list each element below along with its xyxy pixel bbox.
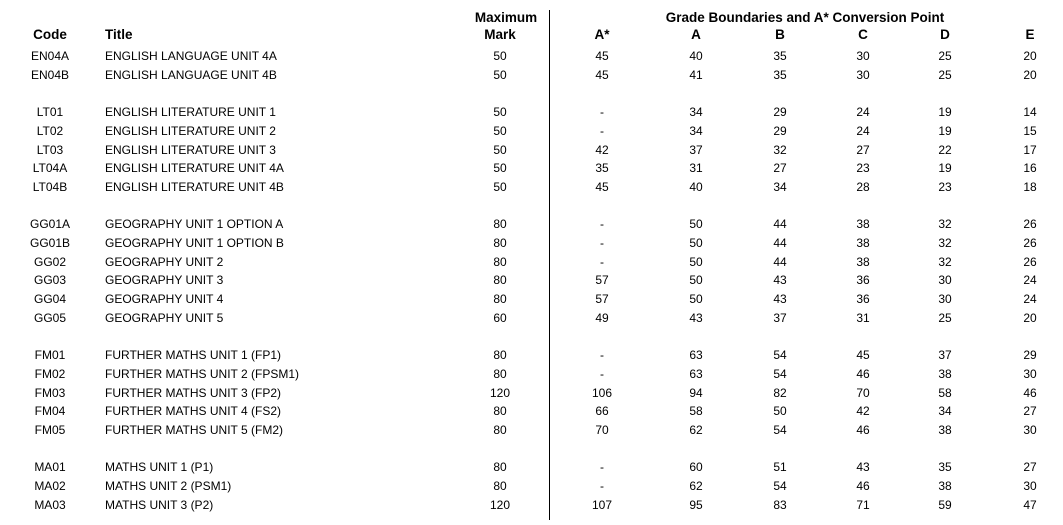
cell-d: 25 bbox=[938, 67, 952, 82]
table-row bbox=[0, 421, 1063, 439]
cell-astar: 45 bbox=[595, 67, 609, 82]
cell-code: FM03 bbox=[34, 385, 66, 400]
cell-code: FM04 bbox=[34, 404, 66, 419]
cell-astar: 42 bbox=[595, 142, 609, 157]
table-row bbox=[0, 122, 1063, 140]
header-code: Code bbox=[33, 27, 67, 42]
cell-c: 70 bbox=[856, 385, 870, 400]
cell-b: 54 bbox=[773, 479, 787, 494]
cell-d: 32 bbox=[938, 254, 952, 269]
cell-b: 29 bbox=[773, 123, 787, 138]
cell-a: 34 bbox=[689, 105, 703, 120]
cell-c: 28 bbox=[856, 179, 870, 194]
cell-b: 29 bbox=[773, 105, 787, 120]
cell-b: 54 bbox=[773, 366, 787, 381]
cell-max: 80 bbox=[493, 423, 507, 437]
cell-code: GG03 bbox=[33, 273, 66, 288]
cell-c: 30 bbox=[856, 49, 870, 63]
cell-code: FM01 bbox=[34, 348, 66, 363]
cell-e: 17 bbox=[1023, 142, 1037, 157]
table-row bbox=[0, 402, 1063, 420]
cell-d: 25 bbox=[938, 310, 952, 325]
cell-d: 35 bbox=[938, 460, 952, 475]
cell-title: ENGLISH LANGUAGE UNIT 4B bbox=[105, 67, 277, 82]
cell-code: FM02 bbox=[34, 366, 66, 381]
cell-max: 80 bbox=[493, 236, 507, 250]
cell-code: LT01 bbox=[36, 105, 64, 120]
cell-e: 18 bbox=[1023, 179, 1037, 194]
cell-e: 26 bbox=[1023, 236, 1037, 250]
table-row bbox=[0, 458, 1063, 476]
header-max-mark-line2: Mark bbox=[484, 27, 516, 42]
cell-c: 36 bbox=[856, 292, 870, 307]
cell-b: 35 bbox=[773, 49, 787, 63]
table-row bbox=[0, 47, 1063, 65]
cell-max: 50 bbox=[493, 67, 507, 82]
cell-c: 42 bbox=[856, 404, 870, 419]
table-row bbox=[0, 477, 1063, 495]
cell-title: GEOGRAPHY UNIT 1 OPTION B bbox=[105, 236, 284, 250]
cell-d: 37 bbox=[938, 348, 952, 363]
cell-max: 80 bbox=[493, 273, 507, 288]
table-row bbox=[0, 346, 1063, 364]
cell-title: ENGLISH LITERATURE UNIT 2 bbox=[105, 123, 276, 138]
cell-code: EN04A bbox=[30, 49, 70, 63]
cell-astar: 70 bbox=[595, 423, 609, 437]
table-row bbox=[0, 103, 1063, 121]
cell-b: 27 bbox=[773, 161, 787, 176]
header-group-title: Grade Boundaries and A* Conversion Point bbox=[665, 10, 945, 25]
cell-astar: 57 bbox=[595, 292, 609, 307]
cell-e: 15 bbox=[1023, 123, 1037, 138]
cell-title: MATHS UNIT 3 (P2) bbox=[105, 497, 214, 512]
cell-title: ENGLISH LITERATURE UNIT 4A bbox=[105, 161, 284, 176]
cell-c: 24 bbox=[856, 123, 870, 138]
cell-title: FURTHER MATHS UNIT 5 (FM2) bbox=[105, 423, 284, 437]
cell-astar: 106 bbox=[591, 385, 613, 400]
header-title: Title bbox=[105, 27, 133, 42]
cell-max: 80 bbox=[493, 366, 507, 381]
cell-a: 62 bbox=[689, 423, 703, 437]
table-row bbox=[0, 66, 1063, 84]
cell-code: MA01 bbox=[34, 460, 66, 475]
cell-c: 30 bbox=[856, 67, 870, 82]
cell-max: 80 bbox=[493, 479, 507, 494]
cell-e: 24 bbox=[1023, 292, 1037, 307]
cell-max: 80 bbox=[493, 348, 507, 363]
cell-b: 37 bbox=[773, 310, 787, 325]
table-row bbox=[0, 215, 1063, 233]
cell-title: MATHS UNIT 2 (PSM1) bbox=[105, 479, 232, 494]
cell-a: 43 bbox=[689, 310, 703, 325]
cell-a: 50 bbox=[689, 236, 703, 250]
cell-e: 27 bbox=[1023, 404, 1037, 419]
cell-max: 50 bbox=[493, 49, 507, 63]
cell-astar: - bbox=[600, 348, 604, 363]
cell-c: 43 bbox=[856, 460, 870, 475]
cell-e: 14 bbox=[1023, 105, 1037, 120]
cell-code: FM05 bbox=[34, 423, 66, 437]
cell-code: MA02 bbox=[34, 479, 66, 494]
cell-a: 41 bbox=[689, 67, 703, 82]
cell-max: 60 bbox=[493, 310, 507, 325]
cell-b: 32 bbox=[773, 142, 787, 157]
cell-code: LT04A bbox=[32, 161, 68, 176]
table-row bbox=[0, 290, 1063, 308]
cell-title: FURTHER MATHS UNIT 4 (FS2) bbox=[105, 404, 282, 419]
cell-astar: 45 bbox=[595, 179, 609, 194]
cell-astar: 45 bbox=[595, 49, 609, 63]
table-row bbox=[0, 178, 1063, 196]
cell-max: 80 bbox=[493, 292, 507, 307]
cell-b: 34 bbox=[773, 179, 787, 194]
cell-b: 35 bbox=[773, 67, 787, 82]
cell-d: 32 bbox=[938, 217, 952, 232]
cell-d: 23 bbox=[938, 179, 952, 194]
cell-title: FURTHER MATHS UNIT 1 (FP1) bbox=[105, 348, 282, 363]
cell-e: 20 bbox=[1023, 49, 1037, 63]
cell-title: GEOGRAPHY UNIT 1 OPTION A bbox=[105, 217, 284, 232]
cell-e: 46 bbox=[1023, 385, 1037, 400]
table-row bbox=[0, 141, 1063, 159]
cell-astar: - bbox=[600, 366, 604, 381]
cell-d: 19 bbox=[938, 123, 952, 138]
cell-a: 50 bbox=[689, 273, 703, 288]
cell-code: GG01B bbox=[29, 236, 71, 250]
cell-code: EN04B bbox=[30, 67, 70, 82]
cell-code: LT03 bbox=[36, 142, 64, 157]
table-row bbox=[0, 309, 1063, 327]
table-row bbox=[0, 159, 1063, 177]
header-max-mark-line1: Maximum bbox=[474, 10, 538, 25]
cell-d: 32 bbox=[938, 236, 952, 250]
header-e: E bbox=[1025, 27, 1035, 42]
cell-max: 80 bbox=[493, 217, 507, 232]
cell-a: 63 bbox=[689, 348, 703, 363]
cell-e: 16 bbox=[1023, 161, 1037, 176]
cell-d: 59 bbox=[938, 497, 952, 512]
cell-title: ENGLISH LITERATURE UNIT 4B bbox=[105, 179, 284, 194]
cell-b: 50 bbox=[773, 404, 787, 419]
cell-a: 94 bbox=[689, 385, 703, 400]
cell-e: 20 bbox=[1023, 310, 1037, 325]
cell-max: 120 bbox=[489, 385, 511, 400]
cell-astar: 107 bbox=[591, 497, 613, 512]
header-d: D bbox=[940, 27, 950, 42]
cell-d: 22 bbox=[938, 142, 952, 157]
cell-title: ENGLISH LANGUAGE UNIT 4A bbox=[105, 49, 277, 63]
cell-astar: - bbox=[600, 123, 604, 138]
cell-d: 34 bbox=[938, 404, 952, 419]
cell-astar: - bbox=[600, 479, 604, 494]
cell-title: FURTHER MATHS UNIT 2 (FPSM1) bbox=[105, 366, 300, 381]
cell-c: 31 bbox=[856, 310, 870, 325]
table-row bbox=[0, 384, 1063, 402]
table-row bbox=[0, 271, 1063, 289]
cell-c: 71 bbox=[856, 497, 870, 512]
cell-code: LT04B bbox=[32, 179, 68, 194]
cell-code: LT02 bbox=[36, 123, 64, 138]
table-row bbox=[0, 253, 1063, 271]
cell-d: 38 bbox=[938, 366, 952, 381]
cell-e: 29 bbox=[1023, 348, 1037, 363]
cell-code: GG01A bbox=[29, 217, 71, 232]
cell-d: 30 bbox=[938, 292, 952, 307]
cell-e: 26 bbox=[1023, 217, 1037, 232]
cell-astar: - bbox=[600, 254, 604, 269]
cell-max: 80 bbox=[493, 460, 507, 475]
cell-c: 38 bbox=[856, 254, 870, 269]
cell-code: GG05 bbox=[33, 310, 66, 325]
cell-a: 37 bbox=[689, 142, 703, 157]
cell-b: 82 bbox=[773, 385, 787, 400]
cell-b: 44 bbox=[773, 217, 787, 232]
cell-d: 30 bbox=[938, 273, 952, 288]
cell-title: MATHS UNIT 1 (P1) bbox=[105, 460, 214, 475]
cell-max: 50 bbox=[493, 161, 507, 176]
cell-a: 63 bbox=[689, 366, 703, 381]
cell-c: 23 bbox=[856, 161, 870, 176]
cell-c: 36 bbox=[856, 273, 870, 288]
cell-e: 24 bbox=[1023, 273, 1037, 288]
cell-astar: - bbox=[600, 236, 604, 250]
cell-a: 31 bbox=[689, 161, 703, 176]
cell-c: 38 bbox=[856, 217, 870, 232]
cell-a: 50 bbox=[689, 254, 703, 269]
cell-astar: 49 bbox=[595, 310, 609, 325]
cell-max: 50 bbox=[493, 105, 507, 120]
cell-astar: - bbox=[600, 460, 604, 475]
cell-d: 19 bbox=[938, 105, 952, 120]
cell-e: 26 bbox=[1023, 254, 1037, 269]
cell-b: 54 bbox=[773, 348, 787, 363]
cell-b: 44 bbox=[773, 254, 787, 269]
cell-code: MA03 bbox=[34, 497, 66, 512]
cell-a: 50 bbox=[689, 292, 703, 307]
cell-max: 80 bbox=[493, 404, 507, 419]
cell-max: 80 bbox=[493, 254, 507, 269]
cell-c: 45 bbox=[856, 348, 870, 363]
cell-title: FURTHER MATHS UNIT 3 (FP2) bbox=[105, 385, 282, 400]
table-row bbox=[0, 365, 1063, 383]
cell-d: 38 bbox=[938, 479, 952, 494]
cell-e: 30 bbox=[1023, 366, 1037, 381]
cell-code: GG04 bbox=[33, 292, 66, 307]
cell-max: 50 bbox=[493, 179, 507, 194]
header-a: A bbox=[691, 27, 701, 42]
cell-a: 58 bbox=[689, 404, 703, 419]
table-row bbox=[0, 496, 1063, 514]
cell-code: GG02 bbox=[33, 254, 66, 269]
cell-a: 62 bbox=[689, 479, 703, 494]
cell-d: 19 bbox=[938, 161, 952, 176]
cell-c: 27 bbox=[856, 142, 870, 157]
cell-b: 83 bbox=[773, 497, 787, 512]
cell-title: ENGLISH LITERATURE UNIT 3 bbox=[105, 142, 276, 157]
header-astar: A* bbox=[594, 27, 610, 42]
cell-astar: - bbox=[600, 105, 604, 120]
header-c: C bbox=[858, 27, 868, 42]
cell-d: 58 bbox=[938, 385, 952, 400]
cell-title: GEOGRAPHY UNIT 2 bbox=[105, 254, 224, 269]
cell-a: 60 bbox=[689, 460, 703, 475]
cell-astar: 35 bbox=[595, 161, 609, 176]
cell-astar: 66 bbox=[595, 404, 609, 419]
cell-title: GEOGRAPHY UNIT 5 bbox=[105, 310, 224, 325]
cell-e: 27 bbox=[1023, 460, 1037, 475]
cell-b: 43 bbox=[773, 273, 787, 288]
cell-a: 40 bbox=[689, 179, 703, 194]
cell-b: 54 bbox=[773, 423, 787, 437]
cell-a: 40 bbox=[689, 49, 703, 63]
table-row bbox=[0, 234, 1063, 252]
cell-e: 47 bbox=[1023, 497, 1037, 512]
cell-max: 120 bbox=[489, 497, 511, 512]
cell-astar: 57 bbox=[595, 273, 609, 288]
cell-c: 24 bbox=[856, 105, 870, 120]
cell-c: 46 bbox=[856, 366, 870, 381]
header-b: B bbox=[775, 27, 785, 42]
cell-b: 51 bbox=[773, 460, 787, 475]
cell-c: 46 bbox=[856, 423, 870, 437]
cell-max: 50 bbox=[493, 142, 507, 157]
cell-title: GEOGRAPHY UNIT 4 bbox=[105, 292, 224, 307]
cell-a: 34 bbox=[689, 123, 703, 138]
cell-b: 43 bbox=[773, 292, 787, 307]
cell-e: 20 bbox=[1023, 67, 1037, 82]
cell-c: 38 bbox=[856, 236, 870, 250]
cell-astar: - bbox=[600, 217, 604, 232]
cell-c: 46 bbox=[856, 479, 870, 494]
cell-b: 44 bbox=[773, 236, 787, 250]
cell-e: 30 bbox=[1023, 479, 1037, 494]
cell-d: 25 bbox=[938, 49, 952, 63]
cell-a: 95 bbox=[689, 497, 703, 512]
cell-title: ENGLISH LITERATURE UNIT 1 bbox=[105, 105, 276, 120]
cell-max: 50 bbox=[493, 123, 507, 138]
cell-a: 50 bbox=[689, 217, 703, 232]
cell-title: GEOGRAPHY UNIT 3 bbox=[105, 273, 224, 288]
cell-d: 38 bbox=[938, 423, 952, 437]
cell-e: 30 bbox=[1023, 423, 1037, 437]
